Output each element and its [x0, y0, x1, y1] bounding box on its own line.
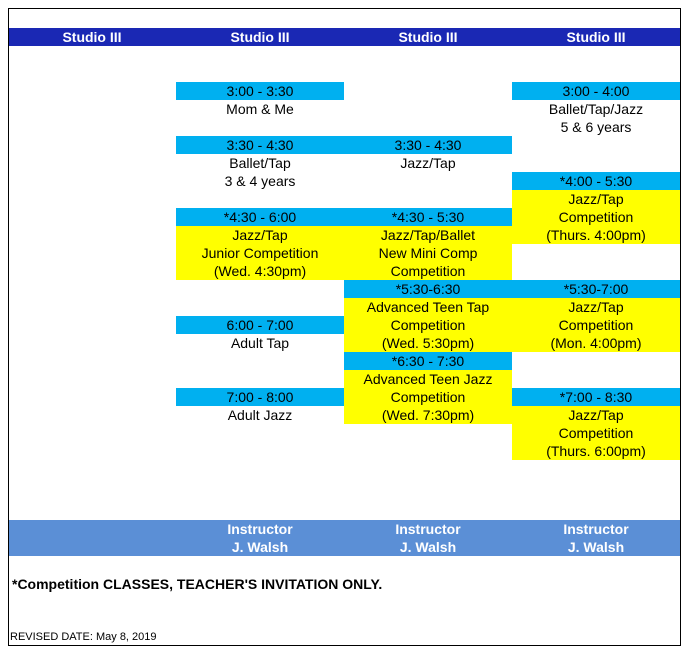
- grid-cell: [176, 460, 345, 479]
- grid-cell: [176, 370, 345, 389]
- grid-cell: [176, 118, 345, 137]
- grid-cell: [344, 82, 513, 101]
- instructor-label: [8, 520, 176, 538]
- grid-cell: [176, 496, 345, 515]
- class-description: Jazz/Tap: [568, 191, 624, 207]
- class-description: (Wed. 4:30pm): [213, 263, 307, 279]
- grid-cell: [512, 352, 681, 371]
- grid-cell: [512, 8, 681, 29]
- class-time: 3:30 - 4:30: [226, 137, 294, 153]
- grid-cell: [176, 592, 345, 611]
- grid-cell: [344, 496, 513, 515]
- class-description: (Wed. 5:30pm): [381, 335, 475, 351]
- grid-cell: [8, 190, 177, 209]
- class-description: 5 & 6 years: [560, 119, 632, 135]
- grid-cell: [512, 628, 681, 646]
- grid-cell: [512, 262, 681, 281]
- grid-cell: [8, 82, 177, 101]
- class-description: Advanced Teen Tap: [366, 299, 490, 315]
- grid-cell: [176, 424, 345, 443]
- grid-cell: [512, 244, 681, 263]
- grid-cell: [176, 352, 345, 371]
- grid-cell: [512, 46, 681, 65]
- instructor-label: Instructor: [227, 521, 293, 537]
- grid-cell: [512, 574, 681, 593]
- class-description: Ballet/Tap/Jazz: [548, 101, 644, 117]
- grid-cell: [8, 100, 177, 119]
- class-description: Competition: [390, 263, 466, 279]
- grid-cell: [344, 628, 513, 646]
- grid-cell: [344, 556, 513, 575]
- grid-cell: [8, 64, 177, 83]
- grid-cell: [344, 100, 513, 119]
- class-description: Ballet/Tap: [229, 155, 291, 171]
- grid-cell: [8, 556, 177, 575]
- class-description: Competition: [558, 209, 634, 225]
- grid-cell: [8, 442, 177, 461]
- studio-header: Studio III: [62, 29, 122, 45]
- class-time: 7:00 - 8:00: [226, 389, 294, 405]
- class-description: (Mon. 4:00pm): [550, 335, 642, 351]
- class-description: Jazz/Tap: [232, 227, 288, 243]
- grid-cell: [8, 316, 177, 335]
- class-description: (Thurs. 4:00pm): [546, 227, 646, 243]
- grid-cell: [8, 424, 177, 443]
- grid-cell: [8, 370, 177, 389]
- class-description: New Mini Comp: [378, 245, 478, 261]
- studio-header: Studio III: [398, 29, 458, 45]
- class-time: 6:00 - 7:00: [226, 317, 294, 333]
- grid-cell: [8, 8, 177, 29]
- class-description: Adult Jazz: [227, 407, 293, 423]
- class-time: 3:00 - 4:00: [562, 83, 630, 99]
- class-time: *5:30-7:00: [563, 281, 629, 297]
- grid-cell: [176, 442, 345, 461]
- grid-cell: [344, 190, 513, 209]
- grid-cell: [512, 610, 681, 629]
- grid-cell: [512, 370, 681, 389]
- class-description: Competition: [558, 317, 634, 333]
- grid-cell: [512, 64, 681, 83]
- instructor-name: [8, 538, 176, 556]
- class-description: Jazz/Tap: [400, 155, 456, 171]
- instructor-name: J. Walsh: [567, 539, 625, 555]
- grid-cell: [344, 424, 513, 443]
- grid-cell: [8, 478, 177, 497]
- grid-cell: [8, 280, 177, 299]
- grid-cell: [176, 610, 345, 629]
- grid-cell: [512, 136, 681, 155]
- grid-cell: [344, 172, 513, 191]
- grid-cell: [8, 118, 177, 137]
- grid-cell: [176, 190, 345, 209]
- revised-date: REVISED DATE: May 8, 2019: [10, 631, 157, 643]
- grid-cell: [8, 406, 177, 425]
- class-description: Competition: [558, 425, 634, 441]
- grid-cell: [512, 460, 681, 479]
- grid-cell: [344, 8, 513, 29]
- grid-cell: [8, 172, 177, 191]
- class-time: 3:00 - 3:30: [226, 83, 294, 99]
- grid-cell: [512, 154, 681, 173]
- grid-cell: [344, 478, 513, 497]
- class-time: *4:30 - 5:30: [391, 209, 465, 225]
- grid-cell: [8, 352, 177, 371]
- class-description: (Wed. 7:30pm): [381, 407, 475, 423]
- grid-cell: [344, 460, 513, 479]
- class-time: *4:30 - 6:00: [223, 209, 297, 225]
- competition-note: *Competition CLASSES, TEACHER'S INVITATION ONLY.: [12, 575, 386, 593]
- class-description: 3 & 4 years: [224, 173, 296, 189]
- class-description: Jazz/Tap: [568, 407, 624, 423]
- grid-cell: [176, 478, 345, 497]
- class-description: Competition: [390, 389, 466, 405]
- class-description: Competition: [390, 317, 466, 333]
- grid-cell: [8, 298, 177, 317]
- class-time: *7:00 - 8:30: [559, 389, 633, 405]
- instructor-label: Instructor: [395, 521, 461, 537]
- grid-cell: [8, 610, 177, 629]
- grid-cell: [344, 118, 513, 137]
- class-description: Jazz/Tap/Ballet: [380, 227, 476, 243]
- grid-cell: [512, 496, 681, 515]
- class-description: Mom & Me: [226, 101, 294, 117]
- grid-cell: [8, 388, 177, 407]
- class-time: *5:30-6:30: [395, 281, 461, 297]
- grid-cell: [8, 334, 177, 353]
- class-description: Adult Tap: [230, 335, 290, 351]
- grid-cell: [8, 208, 177, 227]
- grid-cell: [176, 556, 345, 575]
- instructor-name: J. Walsh: [231, 539, 289, 555]
- class-time: *6:30 - 7:30: [391, 353, 465, 369]
- class-description: Advanced Teen Jazz: [363, 371, 493, 387]
- class-description: Junior Competition: [201, 245, 319, 261]
- grid-cell: [176, 8, 345, 29]
- grid-cell: [8, 154, 177, 173]
- grid-cell: [512, 592, 681, 611]
- studio-header: Studio III: [566, 29, 626, 45]
- grid-cell: [8, 460, 177, 479]
- grid-cell: [8, 262, 177, 281]
- studio-header: Studio III: [230, 29, 290, 45]
- grid-cell: [344, 610, 513, 629]
- grid-cell: [8, 136, 177, 155]
- grid-cell: [344, 442, 513, 461]
- grid-cell: [8, 226, 177, 245]
- grid-cell: [512, 478, 681, 497]
- grid-cell: [176, 64, 345, 83]
- grid-cell: [8, 46, 177, 65]
- class-description: Jazz/Tap: [568, 299, 624, 315]
- class-time: 3:30 - 4:30: [394, 137, 462, 153]
- grid-cell: [344, 46, 513, 65]
- grid-cell: [176, 280, 345, 299]
- grid-cell: [512, 556, 681, 575]
- instructor-label: Instructor: [563, 521, 629, 537]
- grid-cell: [8, 592, 177, 611]
- grid-cell: [344, 64, 513, 83]
- grid-cell: [176, 46, 345, 65]
- grid-cell: [8, 244, 177, 263]
- class-description: (Thurs. 6:00pm): [546, 443, 646, 459]
- grid-cell: [176, 628, 345, 646]
- grid-cell: [176, 298, 345, 317]
- instructor-name: J. Walsh: [399, 539, 457, 555]
- grid-cell: [8, 496, 177, 515]
- grid-cell: [344, 592, 513, 611]
- class-time: *4:00 - 5:30: [559, 173, 633, 189]
